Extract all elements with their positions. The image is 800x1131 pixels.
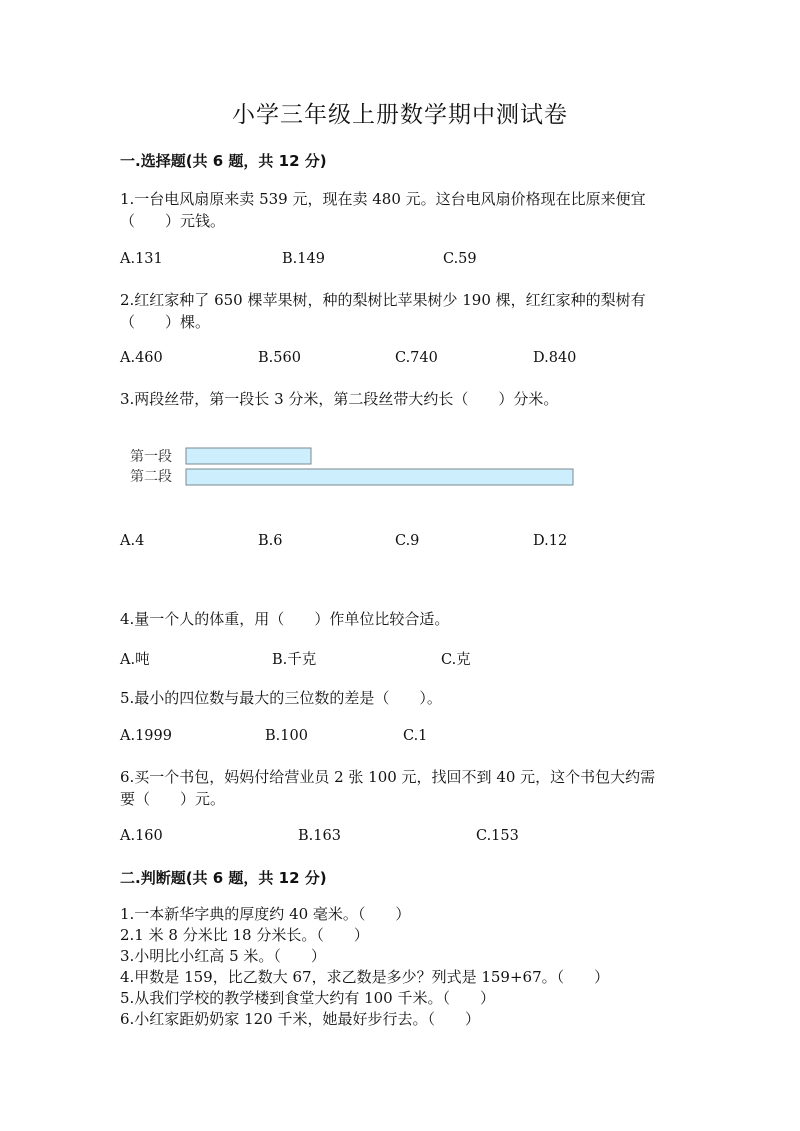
question-6-option-c: C.153: [476, 828, 519, 844]
judgement-item-6: 6.小红家距奶奶家 120 千米，她最好步行去。（ ）: [120, 1010, 480, 1028]
question-5-text: 5.最小的四位数与最大的三位数的差是（ ）。: [120, 689, 442, 707]
question-5-option-a: A.1999: [120, 728, 172, 744]
question-3-option-c: C.9: [395, 533, 420, 549]
question-1-option-c: C.59: [443, 251, 477, 267]
ribbon-figure: [120, 440, 590, 494]
question-1-option-a: A.131: [120, 251, 163, 267]
question-6-option-b: B.163: [298, 828, 341, 844]
question-5-option-b: B.100: [265, 728, 308, 744]
question-3-option-b: B.6: [258, 533, 283, 549]
judgement-item-2: 2.1 米 8 分米比 18 分米长。（ ）: [120, 926, 369, 944]
ribbon-bar-second: [186, 469, 573, 485]
question-2-option-b: B.560: [258, 350, 301, 366]
question-4-option-b: B.千克: [272, 652, 317, 668]
question-6-text: 6.买一个书包，妈妈付给营业员 2 张 100 元，找回不到 40 元，这个书包大约需: [120, 768, 656, 786]
question-2-option-d: D.840: [533, 350, 577, 366]
ribbon-label-second: 第二段: [130, 469, 172, 485]
page-title: 小学三年级上册数学期中测试卷: [232, 102, 568, 128]
question-1-text: 1.一台电风扇原来卖 539 元，现在卖 480 元。这台电风扇价格现在比原来便宜: [120, 190, 646, 208]
question-5-option-c: C.1: [403, 728, 428, 744]
question-4-text: 4.量一个人的体重，用（ ）作单位比较合适。: [120, 610, 450, 628]
question-3-option-a: A.4: [120, 533, 145, 549]
ribbon-label-first: 第一段: [130, 449, 172, 465]
ribbon-bar-first: [186, 448, 311, 464]
question-3-text: 3.两段丝带，第一段长 3 分米，第二段丝带大约长（ ）分米。: [120, 390, 559, 408]
question-2-option-a: A.460: [120, 350, 163, 366]
judgement-item-4: 4.甲数是 159，比乙数大 67，求乙数是多少？列式是 159+67。（ ）: [120, 968, 610, 986]
question-4-option-a: A.吨: [120, 652, 150, 668]
question-2-text-cont: （ ）棵。: [120, 313, 211, 331]
question-4-option-c: C.克: [441, 652, 471, 668]
section-choice-heading: 一.选择题(共 6 题，共 12 分): [120, 152, 327, 170]
question-6-text-cont: 要（ ）元。: [120, 790, 226, 808]
question-1-text-cont: （ ）元钱。: [120, 212, 226, 230]
question-3-option-d: D.12: [533, 533, 568, 549]
question-6-option-a: A.160: [120, 828, 163, 844]
judgement-item-5: 5.从我们学校的教学楼到食堂大约有 100 千米。（ ）: [120, 989, 495, 1007]
judgement-item-3: 3.小明比小红高 5 米。（ ）: [120, 947, 326, 965]
question-1-option-b: B.149: [282, 251, 325, 267]
question-2-text: 2.红红家种了 650 棵苹果树，种的梨树比苹果树少 190 棵，红红家种的梨树有: [120, 291, 646, 309]
question-2-option-c: C.740: [395, 350, 438, 366]
section-judgement-heading: 二.判断题(共 6 题，共 12 分): [120, 869, 327, 887]
judgement-item-1: 1.一本新华字典的厚度约 40 毫米。（ ）: [120, 905, 411, 923]
